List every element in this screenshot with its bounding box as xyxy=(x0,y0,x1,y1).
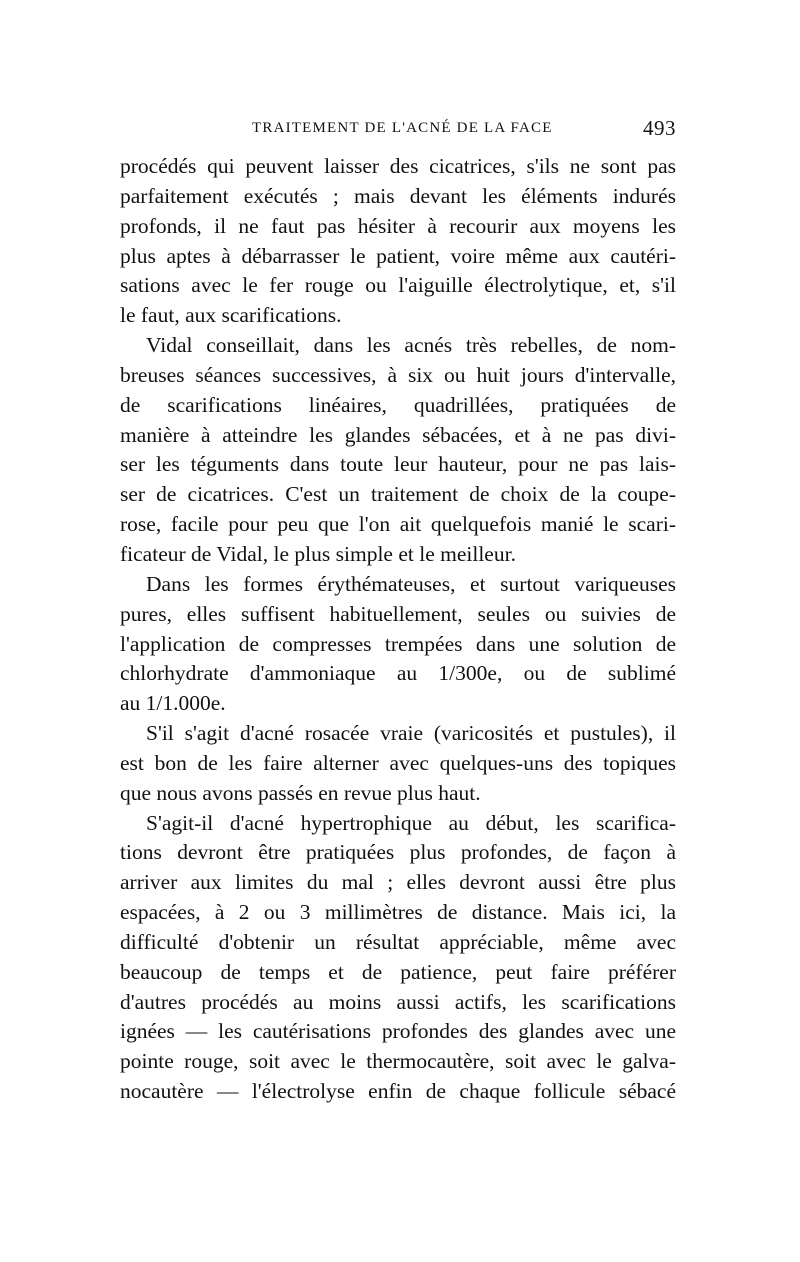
text-line: ser de cicatrices. C'est un traitement de choix de la coupe- xyxy=(120,482,676,507)
text-line: ignées — les cautérisations profondes des glandes avec une xyxy=(120,1019,676,1044)
text-line: de scarifications linéaires, quadrillées, pratiquées de xyxy=(120,392,676,417)
text-line: le faut, aux scarifications. xyxy=(120,303,342,328)
text-line: chlorhydrate d'ammoniaque au 1/300e, ou de sublimé xyxy=(120,661,676,686)
text-line: ser les téguments dans toute leur hauteur, pour ne pas lais- xyxy=(120,452,676,477)
text-line: l'application de compresses trempées dans une solution de xyxy=(120,631,676,656)
text-line: nocautère — l'électrolyse enfin de chaque follicule sébacé xyxy=(120,1079,676,1104)
body-text xyxy=(120,152,676,1107)
text-line: profonds, il ne faut pas hésiter à recourir aux moyens les xyxy=(120,213,676,238)
text-line: ficateur de Vidal, le plus simple et le meilleur. xyxy=(120,541,516,566)
text-line: est bon de les faire alterner avec quelques-uns des topiques xyxy=(120,750,676,775)
text-line: sations avec le fer rouge ou l'aiguille électrolytique, et, s'il xyxy=(120,273,676,298)
text-line: que nous avons passés en revue plus haut. xyxy=(120,780,481,805)
text-line: manière à atteindre les glandes sébacées, et à ne pas divi- xyxy=(120,422,676,447)
text-line: procédés qui peuvent laisser des cicatrices, s'ils ne sont pas xyxy=(120,154,676,178)
text-line: parfaitement exécutés ; mais devant les éléments indurés xyxy=(120,183,676,208)
text-line: plus aptes à débarrasser le patient, voire même aux cautéri- xyxy=(120,243,676,268)
running-header xyxy=(120,116,676,146)
text-line: beaucoup de temps et de patience, peut faire préférer xyxy=(120,959,676,984)
text-line: Dans les formes érythémateuses, et surtout variqueuses xyxy=(146,571,676,596)
text-line: espacées, à 2 ou 3 millimètres de distance. Mais ici, la xyxy=(120,900,676,925)
running-title: TRAITEMENT DE L'ACNÉ DE LA FACE xyxy=(252,120,553,136)
text-line: pures, elles suffisent habituellement, seules ou suivies de xyxy=(120,601,676,626)
text-line: tions devront être pratiquées plus profondes, de façon à xyxy=(120,840,676,865)
text-line: S'il s'agit d'acné rosacée vraie (varicosités et pustules), il xyxy=(146,721,676,746)
text-line: S'agit-il d'acné hypertrophique au début, les scarifica- xyxy=(146,810,676,835)
text-line: breuses séances successives, à six ou huit jours d'intervalle, xyxy=(120,362,676,387)
page-number: 493 xyxy=(643,116,676,140)
text-line: rose, facile pour peu que l'on ait quelquefois manié le scari- xyxy=(120,512,676,537)
text-line: au 1/1.000e. xyxy=(120,691,226,716)
text-line: difficulté d'obtenir un résultat appréciable, même avec xyxy=(120,929,676,954)
text-line: pointe rouge, soit avec le thermocautère, soit avec le galva- xyxy=(120,1049,676,1074)
text-line: d'autres procédés au moins aussi actifs, les scarifications xyxy=(120,989,676,1014)
text-line: Vidal conseillait, dans les acnés très rebelles, de nom- xyxy=(146,333,676,358)
text-line: arriver aux limites du mal ; elles devront aussi être plus xyxy=(120,870,676,895)
